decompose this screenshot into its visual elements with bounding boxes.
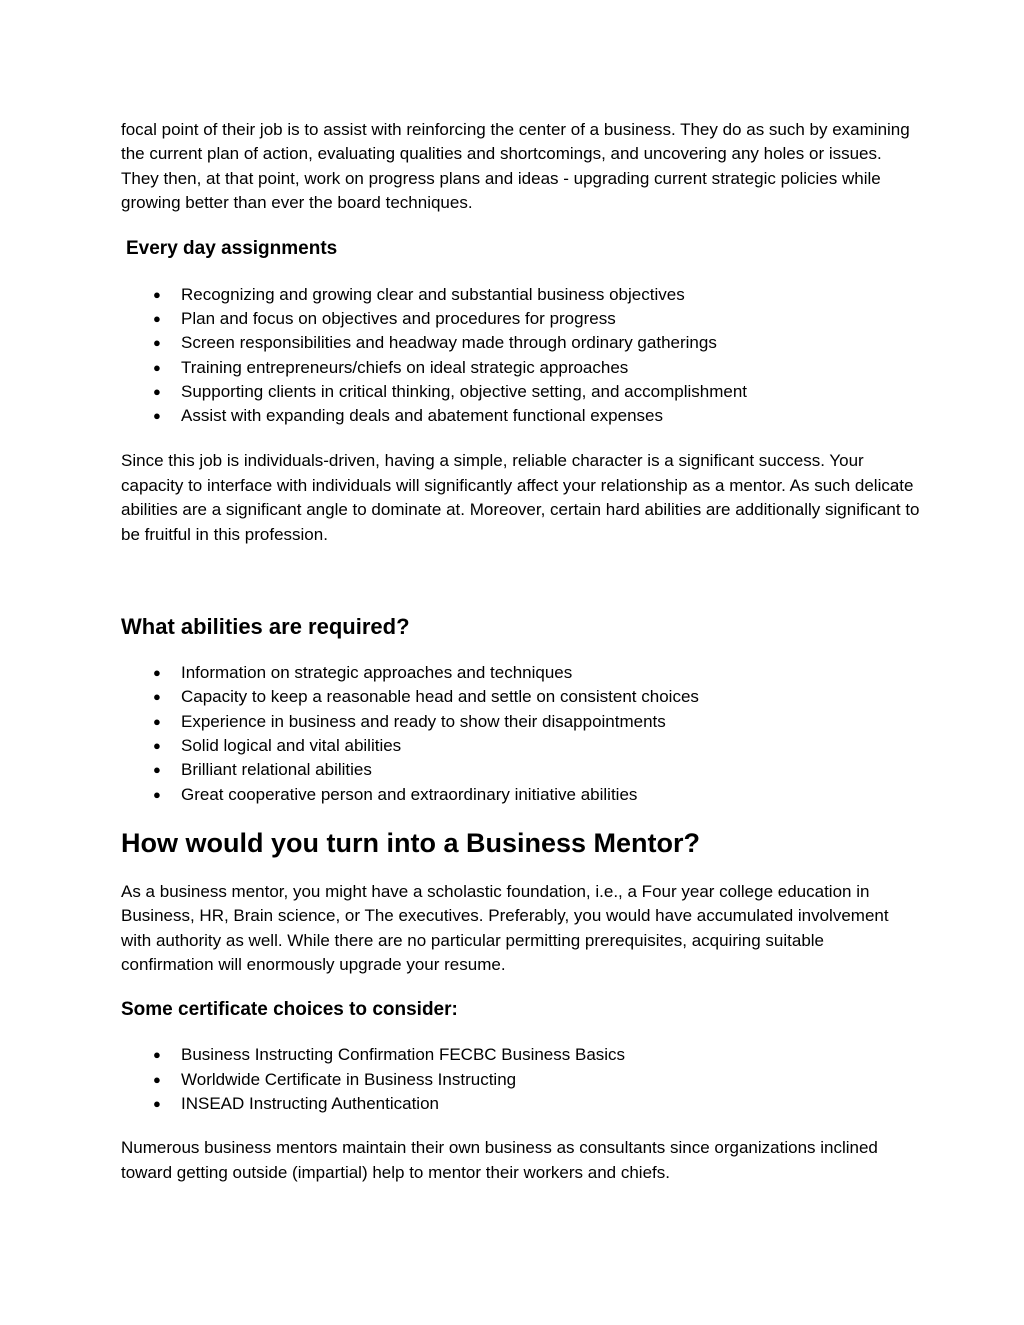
closing-paragraph: Numerous business mentors maintain their own business as consultants since organizations inclined toward getting outside (impartial) help to mentor their workers and chiefs. — [121, 1138, 878, 1182]
list-item-text: Capacity to keep a reasonable head and settle on consistent choices — [181, 687, 699, 707]
list-item-text: Experience in business and ready to show their disappointments — [181, 711, 666, 731]
list-item — [121, 783, 921, 807]
bullet-icon: ● — [153, 286, 161, 302]
list-item — [121, 661, 921, 685]
certificate-list — [121, 1043, 921, 1116]
list-item — [121, 1068, 921, 1092]
list-item-text: Great cooperative person and extraordinary initiative abilities — [181, 784, 638, 804]
daily-assignments-list — [121, 283, 921, 429]
bullet-icon: ● — [153, 383, 161, 399]
list-item — [121, 404, 921, 428]
list-item — [121, 710, 921, 734]
become-mentor-heading: How would you turn into a Business Mentor? — [121, 827, 700, 858]
bullet-icon: ● — [153, 408, 161, 424]
bullet-icon: ● — [153, 335, 161, 351]
list-item-text: Brilliant relational abilities — [181, 760, 372, 780]
bullet-icon: ● — [153, 1047, 161, 1063]
bullet-icon: ● — [153, 786, 161, 802]
list-item-text: Supporting clients in critical thinking, objective setting, and accomplishment — [181, 381, 748, 401]
bullet-icon: ● — [153, 689, 161, 705]
list-item — [121, 307, 921, 331]
daily-assignments-heading: Every day assignments — [126, 237, 338, 259]
bullet-icon: ● — [153, 310, 161, 326]
bullet-icon: ● — [153, 1071, 161, 1087]
list-item-text: Information on strategic approaches and techniques — [181, 663, 573, 683]
list-item — [121, 356, 921, 380]
list-item-text: Assist with expanding deals and abatement functional expenses — [181, 406, 663, 426]
list-item — [121, 758, 921, 782]
bullet-icon: ● — [153, 665, 161, 681]
list-item — [121, 1043, 921, 1067]
list-item — [121, 380, 921, 404]
list-item-text: Business Instructing Confirmation FECBC Business Basics — [181, 1045, 626, 1065]
list-item — [121, 331, 921, 355]
bullet-icon: ● — [153, 713, 161, 729]
intro-paragraph: focal point of their job is to assist with reinforcing the center of a business. They do as such by examining the current plan of action, evaluating qualities and shortcomings, and uncovering any holes or issues. They then, at that point, work on progress plans and ideas - upgrading current strategic policies while growing better than ever the board techniques. — [121, 120, 910, 213]
become-mentor-paragraph: As a business mentor, you might have a scholastic foundation, i.e., a Four year college education in Business, HR, Brain science, or The executives. Preferably, you would have accumulated involvement with authority as well. While there are no particular permitting prerequisites, acquiring suitable confirmation will enormously upgrade your resume. — [121, 881, 889, 975]
list-item — [121, 734, 921, 758]
list-item — [121, 1092, 921, 1116]
list-item-text: Screen responsibilities and headway made through ordinary gatherings — [181, 333, 717, 353]
bullet-icon: ● — [153, 359, 161, 375]
list-item — [121, 685, 921, 709]
abilities-list — [121, 661, 921, 807]
list-item-text: Worldwide Certificate in Business Instructing — [181, 1069, 517, 1089]
people-driven-paragraph: Since this job is individuals-driven, having a simple, reliable character is a significant success. Your capacity to interface with individuals will significantly affect your relationship as a mentor. As such delicate abilities are a significant angle to dominate at. Moreover, certain hard abilities are additionally significant to be fruitful in this profession. — [121, 451, 920, 544]
list-item — [121, 283, 921, 307]
bullet-icon: ● — [153, 762, 161, 778]
list-item-text: Plan and focus on objectives and procedures for progress — [181, 308, 616, 328]
document-page — [121, 118, 921, 1185]
abilities-heading: What abilities are required? — [121, 614, 410, 640]
list-item-text: INSEAD Instructing Authentication — [181, 1094, 439, 1114]
bullet-icon: ● — [153, 737, 161, 753]
list-item-text: Training entrepreneurs/chiefs on ideal strategic approaches — [181, 357, 629, 377]
list-item-text: Solid logical and vital abilities — [181, 735, 402, 755]
list-item-text: Recognizing and growing clear and substantial business objectives — [181, 284, 685, 304]
certificate-heading: Some certificate choices to consider: — [121, 999, 458, 1021]
bullet-icon: ● — [153, 1096, 161, 1112]
